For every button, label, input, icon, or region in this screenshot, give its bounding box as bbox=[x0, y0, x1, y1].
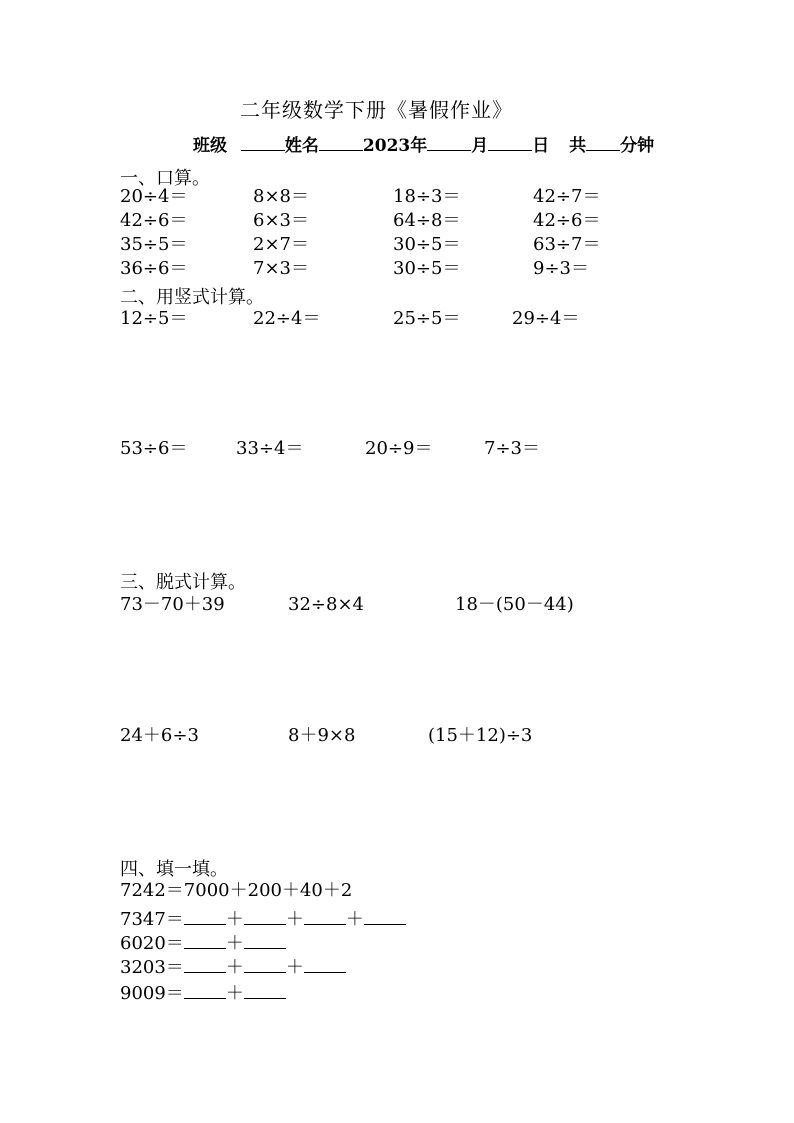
oral-item: 42÷6＝ bbox=[120, 210, 188, 231]
fill-blank[interactable] bbox=[184, 980, 226, 999]
fill-example: 7242＝7000＋200＋40＋2 bbox=[120, 880, 353, 901]
vertical-calc-item: 22÷4＝ bbox=[253, 308, 321, 329]
fill-item: 9009＝ ＋ bbox=[120, 980, 286, 1006]
section1-heading: 一、口算。 bbox=[120, 168, 210, 189]
minutes-blank[interactable] bbox=[586, 132, 620, 151]
oral-item: 2×7＝ bbox=[253, 234, 309, 255]
vertical-calc-item: 53÷6＝ bbox=[120, 438, 188, 459]
fill-blank[interactable] bbox=[184, 906, 226, 925]
section3-heading: 三、脱式计算。 bbox=[120, 572, 246, 593]
oral-item: 35÷5＝ bbox=[120, 234, 188, 255]
class-blank[interactable] bbox=[241, 132, 285, 151]
fill-blank[interactable] bbox=[244, 980, 286, 999]
month-blank[interactable] bbox=[427, 132, 471, 151]
minutes-label: 分钟 bbox=[620, 136, 655, 156]
oral-item: 30÷5＝ bbox=[393, 258, 461, 279]
page-title: 二年级数学下册《暑假作业》 bbox=[240, 98, 513, 122]
oral-item: 30÷5＝ bbox=[393, 234, 461, 255]
name-label: 姓名 bbox=[284, 136, 319, 156]
oral-item: 42÷6＝ bbox=[533, 210, 601, 231]
day-blank[interactable] bbox=[488, 132, 532, 151]
total-label: 共 bbox=[569, 136, 587, 156]
vertical-calc-item: 25÷5＝ bbox=[393, 308, 461, 329]
fill-blank[interactable] bbox=[364, 906, 406, 925]
vertical-calc-item: 7÷3＝ bbox=[484, 438, 540, 459]
oral-item: 8×8＝ bbox=[253, 186, 309, 207]
step-calc-item: 24＋6÷3 bbox=[120, 725, 199, 746]
section2-heading: 二、用竖式计算。 bbox=[120, 287, 264, 308]
fill-blank[interactable] bbox=[244, 954, 286, 973]
oral-item: 36÷6＝ bbox=[120, 258, 188, 279]
oral-item: 6×3＝ bbox=[253, 210, 309, 231]
year-label: 2023年 bbox=[362, 136, 428, 156]
fill-blank[interactable] bbox=[184, 954, 226, 973]
fill-blank[interactable] bbox=[244, 906, 286, 925]
step-calc-item: 8＋9×8 bbox=[288, 725, 356, 746]
step-calc-item: (15＋12)÷3 bbox=[428, 725, 533, 746]
step-calc-item: 32÷8×4 bbox=[288, 594, 364, 615]
class-label: 班级 bbox=[193, 136, 227, 156]
oral-item: 42÷7＝ bbox=[533, 186, 601, 207]
oral-item: 9÷3＝ bbox=[533, 258, 589, 279]
fill-blank[interactable] bbox=[304, 906, 346, 925]
oral-item: 64÷8＝ bbox=[393, 210, 461, 231]
vertical-calc-item: 12÷5＝ bbox=[120, 308, 188, 329]
step-calc-item: 18－(50－44) bbox=[455, 594, 574, 615]
vertical-calc-item: 29÷4＝ bbox=[512, 308, 580, 329]
vertical-calc-item: 20÷9＝ bbox=[365, 438, 433, 459]
fill-item: 3203＝ ＋ ＋ bbox=[120, 954, 346, 980]
vertical-calc-item: 33÷4＝ bbox=[236, 438, 304, 459]
fill-item: 7347＝ ＋ ＋ ＋ bbox=[120, 906, 406, 932]
fill-blank[interactable] bbox=[304, 954, 346, 973]
fill-blank[interactable] bbox=[244, 930, 286, 949]
name-blank[interactable] bbox=[319, 132, 363, 151]
oral-item: 18÷3＝ bbox=[393, 186, 461, 207]
day-label: 日 bbox=[532, 136, 550, 156]
oral-item: 7×3＝ bbox=[253, 258, 309, 279]
month-label: 月 bbox=[471, 136, 489, 156]
step-calc-item: 73－70＋39 bbox=[120, 594, 225, 615]
section4-heading: 四、填一填。 bbox=[120, 859, 228, 880]
fill-blank[interactable] bbox=[184, 930, 226, 949]
fill-item: 6020＝ ＋ bbox=[120, 930, 286, 956]
info-line bbox=[193, 131, 654, 156]
oral-item: 63÷7＝ bbox=[533, 234, 601, 255]
oral-item: 20÷4＝ bbox=[120, 186, 188, 207]
